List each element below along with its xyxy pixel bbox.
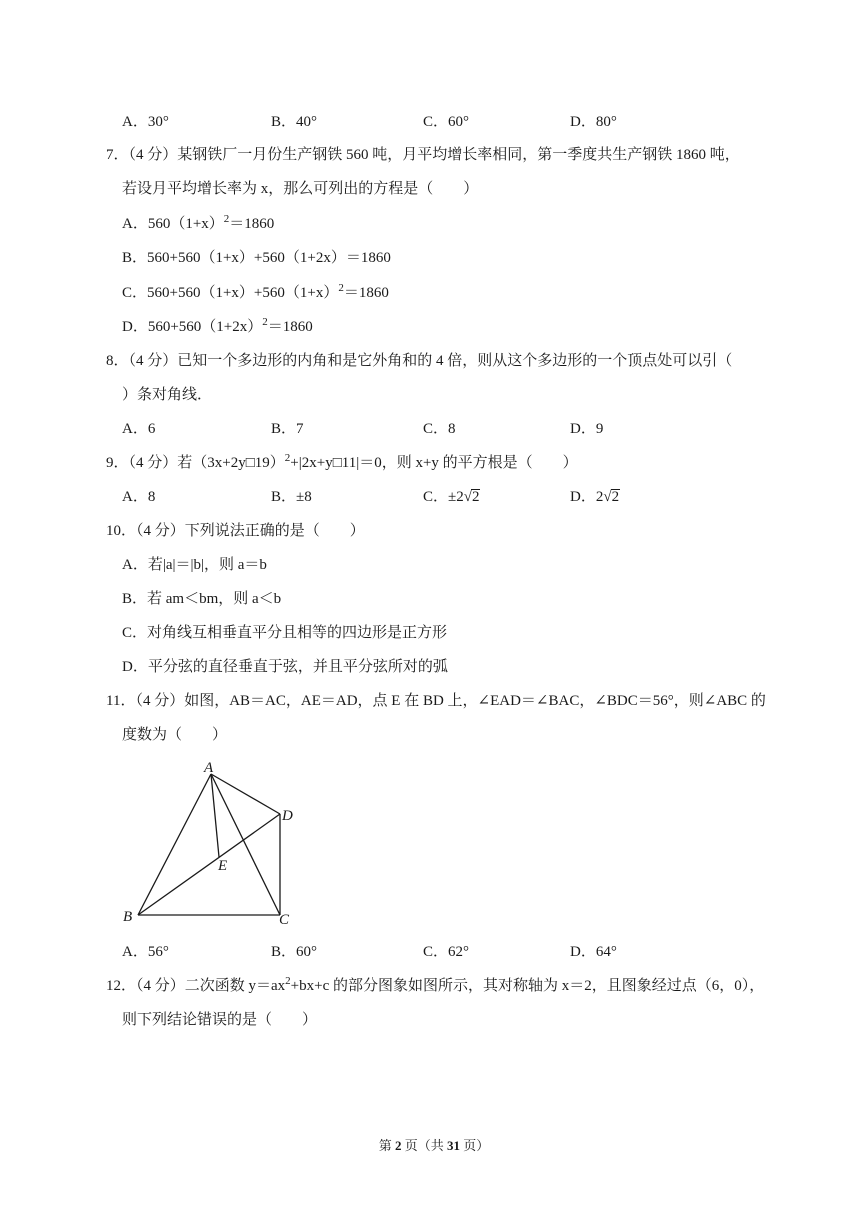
q6-option-c: C．60° (423, 114, 470, 130)
segment-ac (211, 774, 280, 915)
page-footer: 第 2 页（共 31 页） (378, 1138, 490, 1153)
q10-stem: 10．（4 分）下列说法正确的是（ ） (106, 523, 365, 539)
q11-option-d: D．64° (570, 944, 617, 960)
q6-option-a: A．30° (122, 114, 169, 130)
q11-option-a: A．56° (122, 944, 169, 960)
sqrt-sign-icon: √ (603, 489, 612, 505)
label-d: D (282, 808, 293, 824)
q8-option-d: D．9 (570, 421, 604, 437)
q11-option-b: B．60° (271, 944, 318, 960)
segment-bd (138, 814, 280, 915)
q11-option-c: C．62° (423, 944, 470, 960)
q9-option-b: B．±8 (271, 489, 312, 505)
total-pages: 31 (447, 1138, 460, 1153)
q12-stem-line1: 12．（4 分）二次函数 $y=ax^2+bx+c$ 的部分图象如图所示，其对称轴为 x＝2，且图象经过点（6，0）， (106, 975, 765, 994)
q6-option-b: B．40° (271, 114, 318, 130)
q11-stem-line2: 度数为（ ） (122, 727, 228, 743)
q10-option-c: C．对角线互相垂直平分且相等的四边形是正方形 (122, 625, 448, 641)
q12-stem-line2: 则下列结论错误的是（ ） (122, 1012, 318, 1028)
q9-option-c: C．±2√2 (423, 489, 480, 505)
q8-option-a: A．6 (122, 421, 156, 437)
segment-ab (138, 774, 211, 915)
label-e: E (218, 858, 228, 874)
q7-option-b: B．560+560（1+x）+560（1+2x）＝1860 (122, 250, 391, 266)
q10-option-d: D．平分弦的直径垂直于弦，并且平分弦所对的弧 (122, 659, 448, 675)
q8-stem-line1: 8．（4 分）已知一个多边形的内角和是它外角和的 4 倍，则从这个多边形的一个顶点处可以引（ (106, 353, 733, 369)
q8-stem-line2: ）条对角线． (122, 387, 213, 403)
q7-stem-line2: 若设月平均增长率为 x，那么可列出的方程是（ ） (122, 181, 479, 197)
triangle-figure (116, 758, 306, 928)
q10-option-a: A．若|a|＝|b|，则 a＝b (122, 557, 267, 573)
triangle-diagram (116, 758, 306, 928)
sqrt-sign-icon: √ (463, 489, 472, 505)
q6-option-d: D．80° (570, 114, 617, 130)
q9-option-d: D．2√2 (570, 489, 620, 505)
q7-option-d: D．$560+560(1+2x)^2=1860$ (122, 316, 313, 335)
q10-option-b: B．若 am＜bm，则 a＜b (122, 591, 282, 607)
current-page-number: 2 (394, 1138, 402, 1153)
q8-option-c: C．8 (423, 421, 456, 437)
q11-stem-line1: 11．（4 分）如图，AB＝AC，AE＝AD，点 E 在 BD 上，∠EAD＝∠BAC，∠BDC＝56°，则∠ABC 的 (106, 693, 766, 709)
q7-option-a: A．$560(1+x)^2=1860$ (122, 213, 275, 232)
q8-option-b: B．7 (271, 421, 304, 437)
label-c: C (279, 912, 290, 928)
label-b: B (123, 909, 133, 925)
label-a: A (204, 760, 214, 776)
q7-stem-line1: 7．（4 分）某钢铁厂一月份生产钢铁 560 吨，月平均增长率相同，第一季度共生产钢铁 1860 吨， (106, 147, 740, 163)
q7-option-c: C．$560+560(1+x)+560(1+x)^2=1860$ (122, 282, 389, 301)
q9-stem: 9．（4 分）若（3x+2y□19）$^2$+|2x+y□11|＝0，则 x+y 的平方根是（ ） (106, 452, 578, 471)
q9-option-a: A．8 (122, 489, 156, 505)
